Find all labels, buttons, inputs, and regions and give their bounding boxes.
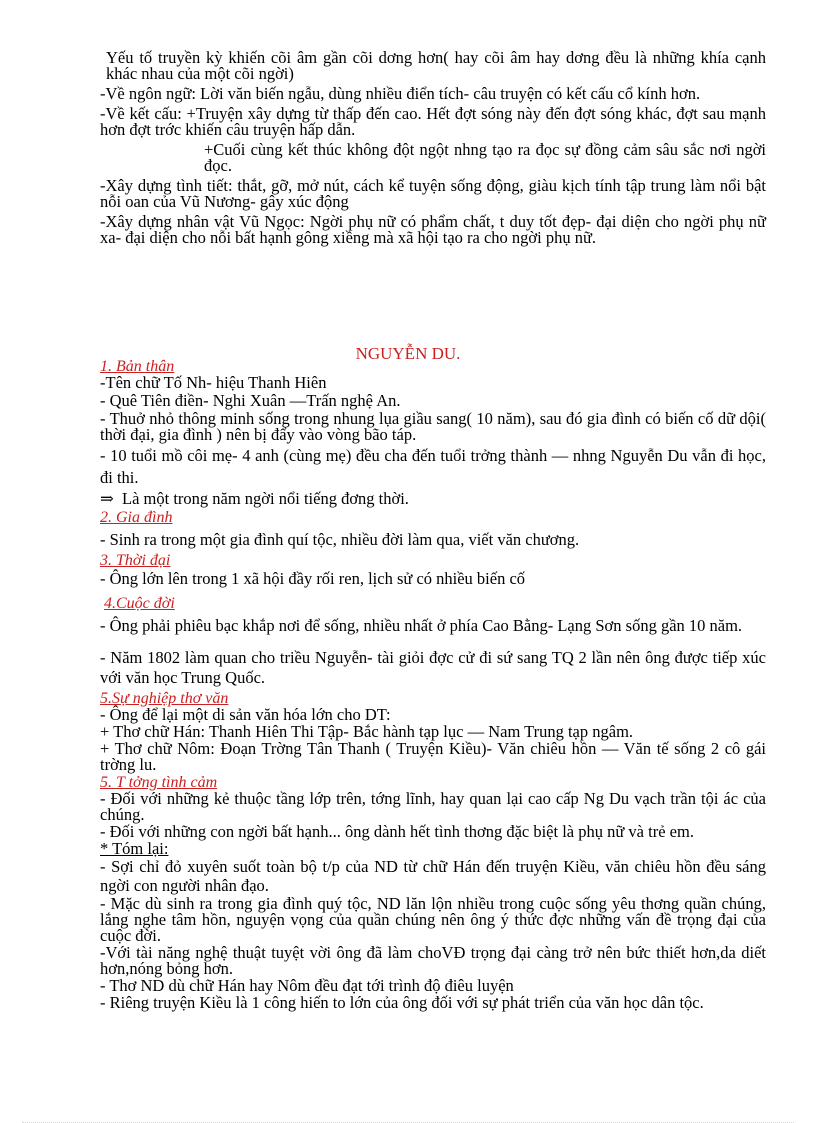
intro-paragraph: Yếu tố truyền kỳ khiến cõi âm gần cõi dơng hơn( hay cõi âm hay dơng đều là những khía cạnh khác nhau của một cõi ngời) (106, 48, 766, 83)
section-line: - Quê Tiên điền- Nghi Xuân —Trấn nghệ An. (100, 391, 401, 410)
summary-heading: * Tóm lại: (100, 839, 169, 858)
intro-paragraph: -Về kết cấu: +Truyện xây dựng từ thấp đến cao. Hết đợt sóng này đến đợt sóng khác, đợt sau mạnh hơn đợt trớc khiến câu truyện hấp dẫn. (100, 104, 766, 139)
section-line: - Thơ ND dù chữ Hán hay Nôm đều đạt tới trình độ điêu luyện (100, 976, 514, 995)
section-line: -Với tài năng nghệ thuật tuyệt vời ông đã làm choVĐ trọng đại càng trở nên bức thiết hơn,da diết hơn,nóng bỏng hơn. (100, 943, 766, 978)
intro-paragraph: +Cuối cùng kết thúc không đột ngột nhng tạo ra đọc sự đồng cảm sâu sắc nơi ngời đọc. (204, 140, 766, 175)
section-line: - Năm 1802 làm quan cho triều Nguyễn- tài giỏi đợc cử đi sứ sang TQ 2 lần nên ông được tiếp xúc với văn học Trung Quốc. (100, 648, 766, 687)
intro-block (100, 50, 766, 250)
conclusion-text: Là một trong năm ngời nổi tiếng đơng thời. (122, 489, 409, 508)
sections-block (100, 358, 766, 1012)
section-heading: 4.Cuộc đời (104, 595, 175, 612)
section-heading: 5. T tởng tình cảm (100, 774, 218, 791)
section-line: - Riêng truyện Kiều là 1 công hiến to lớn của ông đối với sự phát triển của văn học dân tộc. (100, 993, 704, 1012)
section-heading: 2. Gia đình (100, 509, 173, 526)
section-line: - Đối với những kẻ thuộc tầng lớp trên, tớng lĩnh, hay quan lại cao cấp Ng Du vạch trần tội ác của chúng. (100, 789, 766, 824)
section-line: + Thơ chữ Nôm: Đoạn Trờng Tân Thanh ( Truyện Kiều)- Văn chiêu hồn — Văn tế sống 2 cô gái trờng lu. (100, 739, 766, 774)
section-line: - Mặc dù sinh ra trong gia đình quý tộc, ND lăn lộn nhiều trong cuộc sống yêu thơng quần chúng, lắng nghe tâm hồn, nguyện vọng của quần chúng nên ông ý thức đợc những vấn đề trọng đại của cuộc đời. (100, 894, 766, 945)
section-conclusion (100, 491, 766, 507)
section-line: - 10 tuổi mồ côi mẹ- 4 anh (cùng mẹ) đều cha đến tuổi trởng thành — nhng Nguyễn Du vẫn đi học, đi thi. (100, 446, 766, 487)
intro-paragraph: -Về ngôn ngữ: Lời văn biến ngẫu, dùng nhiều điển tích- câu truyện có kết cấu cổ kính hơn. (100, 84, 701, 103)
section-heading: 5.Sự nghiệp thơ văn (100, 690, 229, 707)
section-line: - Sợi chỉ đỏ xuyên suốt toàn bộ t/p của ND từ chữ Hán đến truyện Kiều, văn chiêu hồn đều sáng ngời con người nhân đạo. (100, 857, 766, 895)
section-line: - Ông phải phiêu bạc khắp nơi để sống, nhiều nhất ở phía Cao Bằng- Lạng Sơn sống gần 10 năm. (100, 616, 743, 635)
arrow-icon: ⇒ (100, 489, 114, 508)
section-heading: 1. Bản thân (100, 358, 175, 375)
section-line: - Ông để lại một di sản văn hóa lớn cho DT: (100, 705, 391, 724)
section-heading: 3. Thời đại (100, 552, 171, 569)
section-line: - Đối với những con ngời bất hạnh... ông dành hết tình thơng đặc biệt là phụ nữ và trẻ em. (100, 822, 694, 841)
section-line: - Thuở nhỏ thông minh sống trong nhung lụa giầu sang( 10 năm), sau đó gia đình có biến cố dữ dội( thời đại, gia đình ) nên bị đẩy vào vòng bão táp. (100, 409, 766, 444)
intro-paragraph: -Xây dựng tình tiết: thắt, gỡ, mở nút, cách kể tuyện sống động, giàu kịch tính tập trung làm nổi bật nỗi oan của Vũ Nương- gây xúc động (100, 176, 766, 211)
section-line: - Ông lớn lên trong 1 xã hội đầy rối ren, lịch sử có nhiều biến cố (100, 569, 526, 588)
section-line: + Thơ chữ Hán: Thanh Hiên Thi Tập- Bắc hành tạp lục — Nam Trung tạp ngâm. (100, 722, 634, 741)
page-title: NGUYỄN DU. (355, 344, 461, 363)
section-line: -Tên chữ Tố Nh- hiệu Thanh Hiên (100, 373, 327, 392)
section-line: - Sinh ra trong một gia đình quí tộc, nhiều đời làm qua, viết văn chương. (100, 530, 580, 549)
intro-paragraph: -Xây dựng nhân vật Vũ Ngọc: Ngời phụ nữ có phẩm chất, t duy tốt đẹp- đại diện cho ngời phụ nữ xa- đại diện cho nỗi bất hạnh gông xiềng mà xã hội tạo ra cho ngời phụ nữ. (100, 212, 766, 247)
